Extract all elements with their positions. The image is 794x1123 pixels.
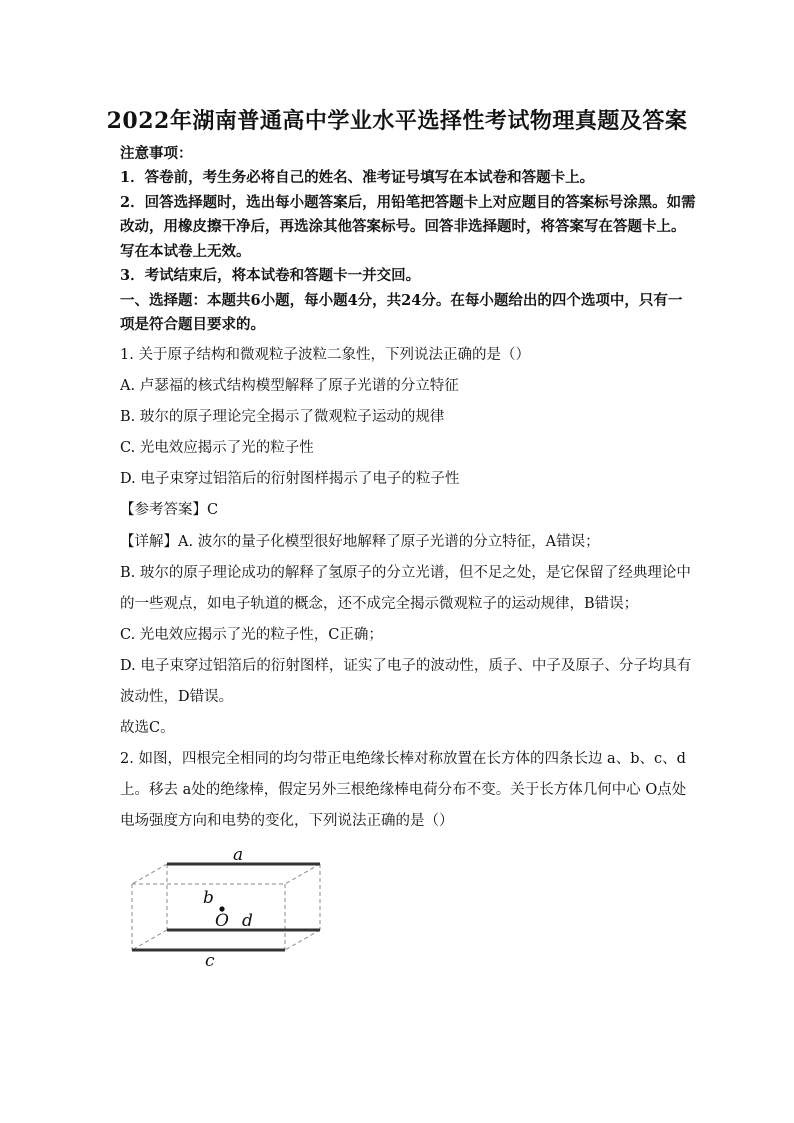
cuboid-outline [132,864,320,950]
question-1-conclusion: 故选C。 [120,720,175,736]
notice-heading: 注意事项： [120,145,193,162]
document-title: 2022年湖南普通高中学业水平选择性考试物理真题及答案 [106,108,688,134]
question-1-option-b: B. 玻尔的原子理论完全揭示了微观粒子运动的规律 [120,409,445,425]
notice-item-2-line-1: 2．回答选择题时，选出每小题答案后，用铅笔把答题卡上对应题目的答案标号涂黑。如需 [120,194,696,211]
question-2-line-3: 电场强度方向和电势的变化，下列说法正确的是（） [120,813,454,829]
question-1-explanation-a: 【详解】A. 波尔的量子化模型很好地解释了原子光谱的分立特征，A错误； [120,534,600,550]
question-1-explanation-d-line-2: 波动性，D错误。 [120,689,234,705]
question-1-explanation-d-line-1: D. 电子束穿过铝箔后的衍射图样，证实了电子的波动性，质子、中子及原子、分子均具有 [120,658,692,674]
section-heading-line-1: 一、选择题：本题共6小题，每小题4分，共24分。在每小题给出的四个选项中，只有一 [120,292,683,309]
question-1-explanation-b-line-2: 的一些观点，如电子轨道的概念，还不成完全揭示微观粒子的运动规律，B错误； [120,596,639,612]
question-1-stem: 1. 关于原子结构和微观粒子波粒二象性，下列说法正确的是（） [120,347,530,363]
label-o: O [215,911,229,931]
notice-item-1: 1．答卷前，考生务必将自己的姓名、准考证号填写在本试卷和答题卡上。 [120,169,595,186]
label-a: a [233,846,244,865]
cuboid-rod-figure [120,846,340,976]
label-d: d [242,911,253,931]
question-1-option-c: C. 光电效应揭示了光的粒子性 [120,440,314,456]
question-1-answer: 【参考答案】C [120,502,219,518]
label-b: b [203,888,214,908]
question-1-option-d: D. 电子束穿过铝箔后的衍射图样揭示了电子的粒子性 [120,471,460,487]
charged-rods [132,864,320,950]
notice-item-2-line-2: 改动，用橡皮擦干净后，再选涂其他答案标号。回答非选择题时，将答案写在答题卡上。 [120,218,686,235]
label-c: c [205,951,215,971]
question-1-explanation-b-line-1: B. 玻尔的原子理论成功的解释了氢原子的分立光谱，但不足之处，是它保留了经典理论中 [120,565,691,581]
question-2-line-1: 2. 如图，四根完全相同的均匀带正电绝缘长棒对称放置在长方体的四条长边 a、b、c、d [120,751,686,767]
notice-item-2-line-3: 写在本试卷上无效。 [120,243,251,260]
section-heading-line-2: 项是符合题目要求的。 [120,316,265,333]
question-2-line-2: 上。移去 a处的绝缘棒，假定另外三根绝缘棒电荷分布不变。关于长方体几何中心 O点处 [120,782,687,798]
notice-item-3: 3．考试结束后，将本试卷和答题卡一并交回。 [120,267,421,284]
question-1-option-a: A. 卢瑟福的核式结构模型解释了原子光谱的分立特征 [120,378,459,394]
question-1-explanation-c: C. 光电效应揭示了光的粒子性，C正确； [120,627,383,643]
